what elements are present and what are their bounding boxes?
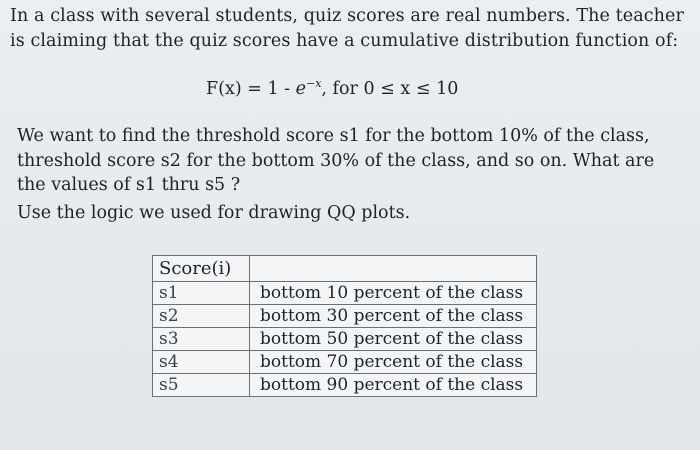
table-row [153,305,537,328]
score-id-cell: s5 [153,374,250,397]
formula-base: e [295,79,306,99]
score-column-header: Score(i) [153,256,250,282]
table-row [153,351,537,374]
score-description-cell: bottom 50 percent of the class [250,328,537,351]
score-id-cell: s2 [153,305,250,328]
task-paragraph: We want to find the threshold score s1 for the bottom 10% of the class, threshold score s2 for the bottom 30% of the class, and so on. What are the values of s1 thru s5 ? [17,126,655,195]
score-description-cell: bottom 70 percent of the class [250,351,537,374]
score-table [152,255,537,397]
table-row [153,282,537,305]
score-id-cell: s4 [153,351,250,374]
intro-paragraph: In a class with several students, quiz scores are real numbers. The teacher is claiming that the quiz scores have a cumulative distribution function of: [10,6,684,51]
score-id-cell: s3 [153,328,250,351]
description-column-header [250,256,537,282]
score-description-cell: bottom 90 percent of the class [250,374,537,397]
formula-lhs: F(x) = 1 - [206,79,296,99]
table-row [153,328,537,351]
table-row [153,374,537,397]
formula-exponent: −x [306,77,322,90]
score-id-cell: s1 [153,282,250,305]
table-header-row [153,256,537,282]
formula-rhs: , for 0 ≤ x ≤ 10 [321,79,459,99]
score-description-cell: bottom 10 percent of the class [250,282,537,305]
score-description-cell: bottom 30 percent of the class [250,305,537,328]
hint-paragraph: Use the logic we used for drawing QQ plots. [17,203,411,223]
cdf-formula [206,77,458,99]
